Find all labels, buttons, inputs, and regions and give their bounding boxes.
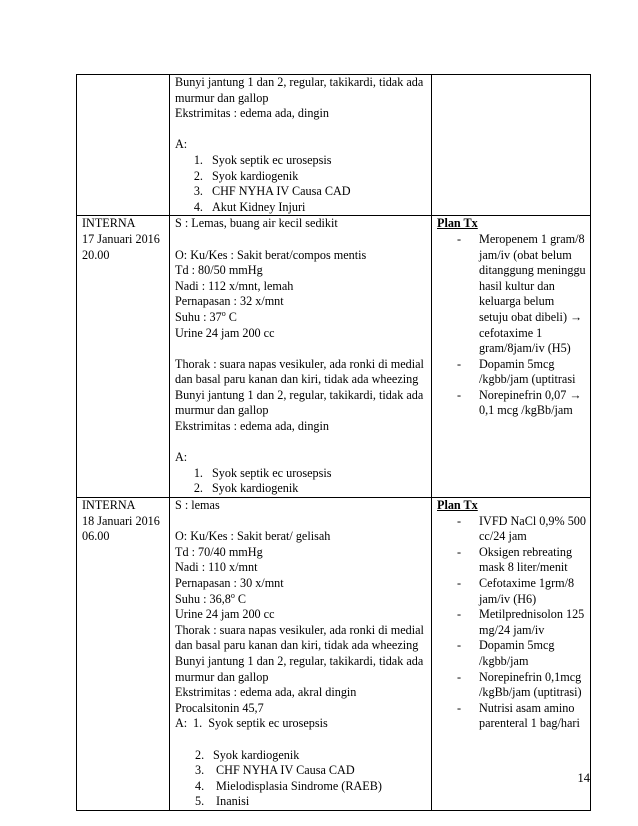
dash-bullet: - [457, 700, 462, 715]
list-item: 2. Syok kardiogenik [195, 747, 300, 762]
table-row [77, 75, 591, 216]
list-number: 5. [195, 794, 205, 809]
degree-mark: o [230, 590, 235, 600]
diagnosis-list [175, 153, 427, 215]
exam-line: Bunyi jantung 1 dan 2, regular, takikardi, tidak ada murmur dan gallop [175, 75, 424, 105]
objective-line: O: Ku/Kes : Sakit berat/ gelisah [175, 529, 331, 544]
exam-line: Thorak : suara napas vesikuler, ada ronki di medial dan basal paru kanan dan kiri, tidak ada wheezing [175, 622, 424, 653]
list-item [457, 670, 586, 701]
dash-bullet: - [457, 669, 462, 684]
plan-cell [432, 75, 591, 216]
objective-line: Pernapasan : 32 x/mnt [175, 294, 284, 309]
plan-cell [432, 216, 591, 498]
exam-line: Procalsitonin 45,7 [175, 700, 264, 715]
plan-title: Plan Tx [437, 216, 478, 231]
table-row [77, 498, 591, 811]
soap-cell [170, 216, 432, 498]
list-item: 5. Inanisi [195, 794, 250, 809]
exam-line: Ekstrimitas : edema ada, dingin [175, 419, 329, 434]
temperature-unit: C [234, 591, 247, 606]
soap-cell [170, 498, 432, 811]
list-item [457, 576, 586, 607]
temperature-line [175, 310, 427, 326]
list-item: 1. Syok septik ec urosepsis [206, 153, 427, 169]
plan-item-text: Dopamin 5mcg /kgbb/jam [479, 638, 555, 668]
time-label: 20.00 [82, 247, 110, 262]
exam-line: Ekstrimitas : edema ada, akral dingin [175, 685, 357, 700]
objective-line: Pernapasan : 30 x/mnt [175, 576, 284, 590]
objective-line: Urine 24 jam 200 cc [175, 325, 275, 340]
objective-line: O: Ku/Kes : Sakit berat/compos mentis [175, 247, 367, 262]
subjective-line: S : Lemas, buang air kecil sedikit [175, 216, 338, 231]
table-row [77, 216, 591, 498]
list-number: 1. [193, 716, 203, 731]
list-item: 3. CHF NYHA IV Causa CAD [206, 184, 427, 200]
time-label: 06.00 [82, 529, 110, 544]
objective-line: Td : 80/50 mmHg [175, 263, 263, 278]
date-label: 17 Januari 2016 [82, 231, 160, 246]
list-item: Syok septik ec urosepsis [208, 716, 328, 731]
unit-label: INTERNA [82, 498, 136, 513]
unit-label: INTERNA [82, 216, 136, 231]
degree-mark: o [221, 308, 226, 318]
plan-item-text: Nutrisi asam amino parenteral 1 bag/hari [479, 700, 580, 731]
plan-item-text: Metilprednisolon 125 mg/24 jam/iv [479, 607, 585, 637]
temperature-line [175, 592, 427, 608]
temperature-value: Suhu : 37 [175, 309, 222, 324]
list-number: 3. [195, 763, 205, 778]
plan-item-text: Dopamin 5mcg /kgbb/jam (uptitrasi [479, 356, 576, 387]
plan-item-text: IVFD NaCl 0,9% 500 cc/24 jam [479, 513, 586, 544]
assessment-label: A: [175, 450, 188, 465]
plan-cell [432, 498, 591, 811]
assessment-label: A: [175, 137, 188, 152]
exam-line: Bunyi jantung 1 dan 2, regular, takikardi, tidak ada murmur dan gallop [175, 387, 424, 418]
objective-line: Nadi : 110 x/mnt [175, 560, 258, 575]
list-number: 4. [195, 778, 205, 793]
list-item [457, 607, 586, 638]
list-item [457, 388, 586, 419]
dash-bullet: - [457, 513, 462, 528]
dash-bullet: - [457, 576, 462, 590]
list-item: 2. Syok kardiogenik [206, 169, 427, 185]
plan-item-text: Cefotaxime 1grm/8 jam/iv (H6) [479, 576, 575, 606]
plan-item-text: Norepinefrin 0,1mcg /kgBb/jam (uptitrasi) [479, 669, 582, 700]
list-item: 1. Syok septik ec urosepsis [206, 466, 427, 482]
temperature-value: Suhu : 36,8 [175, 591, 231, 606]
exam-line: Bunyi jantung 1 dan 2, regular, takikardi, tidak ada murmur dan gallop [175, 653, 424, 684]
plan-title: Plan Tx [437, 498, 478, 513]
unit-date-cell [77, 75, 170, 216]
objective-line: Td : 70/40 mmHg [175, 544, 263, 559]
assessment-block [175, 716, 427, 732]
objective-line: Nadi : 112 x/mnt, lemah [175, 278, 294, 293]
page-number: 14 [577, 771, 590, 785]
dash-bullet: - [457, 387, 462, 402]
unit-date-cell [77, 216, 170, 498]
list-item: 3. CHF NYHA IV Causa CAD [195, 763, 355, 778]
subjective-line: S : lemas [175, 498, 220, 513]
diagnosis-list [175, 466, 427, 497]
exam-line: Thorak : suara napas vesikuler, ada ronki di medial dan basal paru kanan dan kiri, tidak ada wheezing [175, 356, 424, 387]
list-item [457, 545, 586, 576]
objective-line: Urine 24 jam 200 cc [175, 607, 275, 622]
dash-bullet: - [457, 607, 462, 622]
list-item: 2. Syok kardiogenik [206, 481, 427, 497]
exam-line: Ekstrimitas : edema ada, dingin [175, 106, 329, 121]
plan-list [437, 232, 586, 419]
dash-bullet: - [457, 638, 462, 653]
list-item [457, 701, 586, 732]
assessment-label: A: [175, 716, 188, 731]
dash-bullet: - [457, 356, 462, 371]
plan-list [437, 514, 586, 732]
plan-item-text: Oksigen rebreating mask 8 liter/menit [479, 544, 573, 575]
clinical-notes-table [76, 74, 591, 811]
plan-item-text: Meropenem 1 gram/8 jam/iv (obat belum ditanggung meninggu hasil kultur dan keluarga belum setuju obat dibeli) → cefotaxime 1 gram/8jam/iv (H5) [479, 231, 586, 356]
unit-date-cell [77, 498, 170, 811]
dash-bullet: - [457, 544, 462, 559]
soap-cell [170, 75, 432, 216]
date-label: 18 Januari 2016 [82, 513, 160, 528]
plan-item-text: Norepinefrin 0,07 → 0,1 mcg /kgBb/jam [479, 387, 582, 418]
list-item [457, 514, 586, 545]
diagnosis-list [175, 732, 427, 810]
list-number: 2. [195, 747, 205, 762]
dash-bullet: - [457, 231, 462, 246]
list-item [457, 638, 586, 669]
list-item: 4. Akut Kidney Injuri [206, 200, 427, 216]
list-item [457, 232, 586, 357]
list-item [457, 357, 586, 388]
temperature-unit: C [225, 309, 237, 324]
list-item: 4. Mielodisplasia Sindrome (RAEB) [195, 778, 382, 793]
